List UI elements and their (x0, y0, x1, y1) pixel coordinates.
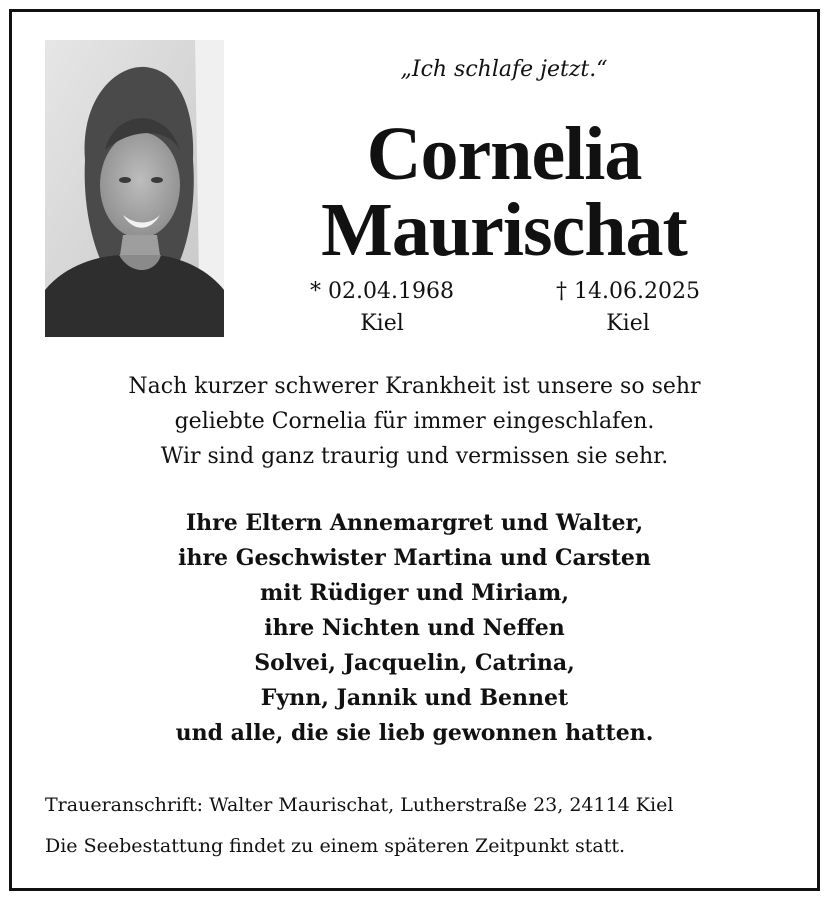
mourning-address: Traueranschrift: Walter Maurischat, Lutherstraße 23, 24114 Kiel (45, 794, 674, 816)
mourner-line: mit Rüdiger und Miriam, (260, 580, 569, 606)
condolence-line: geliebte Cornelia für immer eingeschlafen. (174, 409, 655, 434)
deceased-first-name: Cornelia (366, 112, 642, 196)
mourner-line: Solvei, Jacquelin, Catrina, (254, 650, 575, 676)
death-date: † 14.06.2025 (556, 279, 700, 304)
portrait-photo (45, 40, 224, 337)
mourner-line: ihre Geschwister Martina und Carsten (178, 545, 651, 571)
condolence-text (40, 369, 789, 474)
burial-note: Die Seebestattung findet zu einem späteren Zeitpunkt statt. (45, 835, 626, 857)
condolence-line: Wir sind ganz traurig und vermissen sie sehr. (160, 444, 669, 469)
birth-place: Kiel (360, 311, 404, 336)
birth-date: * 02.04.1968 (310, 279, 454, 304)
mourners-list (40, 506, 789, 751)
mourner-line: Fynn, Jannik und Bennet (260, 685, 569, 711)
mourner-line: Ihre Eltern Annemargret und Walter, (185, 510, 644, 536)
notice-motto: „Ich schlafe jetzt.“ (400, 57, 608, 82)
condolence-line: Nach kurzer schwerer Krankheit ist unsere so sehr (128, 374, 701, 399)
deceased-last-name: Maurischat (321, 188, 687, 272)
mourner-line: ihre Nichten und Neffen (264, 615, 565, 641)
death-place: Kiel (606, 311, 650, 336)
mourner-line: und alle, die sie lieb gewonnen hatten. (175, 720, 654, 746)
